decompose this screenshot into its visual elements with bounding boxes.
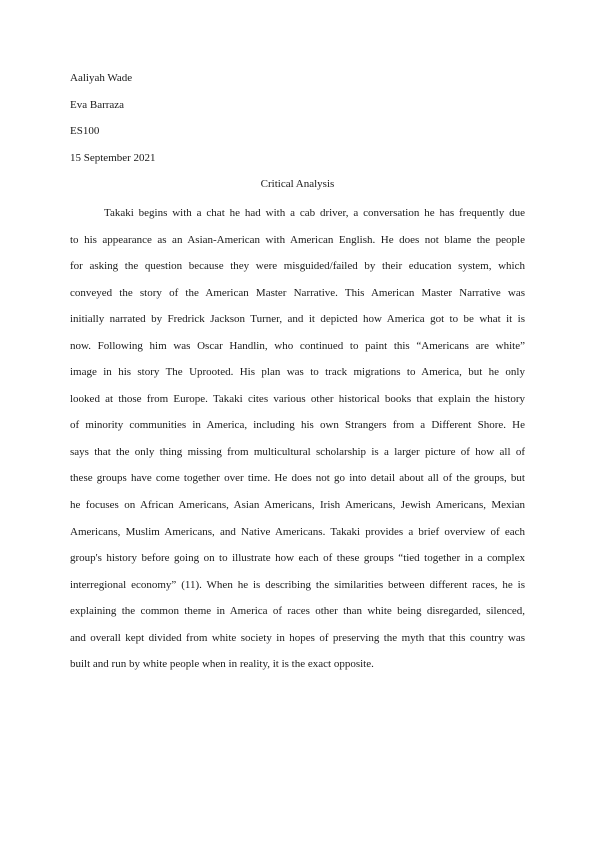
paragraph-line: initially narrated by Fredrick Jackson Turner, and it depicted how America got to be what it is [70, 313, 525, 326]
paragraph-line: looked at those from Europe. Takaki cites various other historical books that explain the history [70, 392, 525, 405]
paragraph-line: interregional economy” (11). When he is describing the similarities between different races, he is [70, 578, 525, 591]
paragraph-line: of minority communities in America, including his own Strangers from a Different Shore. He [70, 419, 525, 432]
paragraph-line: Americans, Muslim Americans, and Native Americans. Takaki provides a brief overview of each [70, 525, 525, 538]
paragraph-line: built and run by white people when in reality, it is the exact opposite. [70, 658, 374, 671]
paragraph-line: for asking the question because they were misguided/failed by their education system, which [70, 260, 525, 273]
paragraph-line: Takaki begins with a chat he had with a cab driver, a conversation he has frequently due [104, 207, 525, 219]
paragraph-line: now. Following him was Oscar Handlin, who continued to paint this “Americans are white” [70, 339, 525, 352]
body-paragraph [70, 200, 525, 678]
paragraph-line: and overall kept divided from white society in hopes of preserving the myth that this country was [70, 631, 525, 644]
author-name-1: Aaliyah Wade [70, 72, 133, 84]
author-name-2: Eva Barraza [70, 99, 125, 111]
paragraph-line: explaining the common theme in America of races other than white being disregarded, silenced, [70, 605, 525, 618]
paragraph-line: conveyed the story of the American Master Narrative. This American Master Narrative was [70, 286, 525, 299]
document-title: Critical Analysis [260, 178, 335, 190]
paragraph-line: group's history before going on to illustrate how each of these groups “tied together in a complex [70, 552, 525, 565]
course-code: ES100 [70, 125, 100, 137]
paragraph-line: image in his story The Uprooted. His plan was to track migrations to America, but he only [70, 366, 525, 379]
paragraph-line: he focuses on African Americans, Asian Americans, Irish Americans, Jewish Americans, Mexian [70, 499, 525, 512]
document-date: 15 September 2021 [70, 152, 156, 164]
paragraph-line: to his appearance as an Asian-American with American English. He does not blame the people [70, 233, 525, 246]
paragraph-line: these groups have come together over time. He does not go into detail about all of the groups, but [70, 472, 525, 485]
paragraph-line: says that the only thing missing from multicultural scholarship is a larger picture of how all of [70, 445, 525, 458]
